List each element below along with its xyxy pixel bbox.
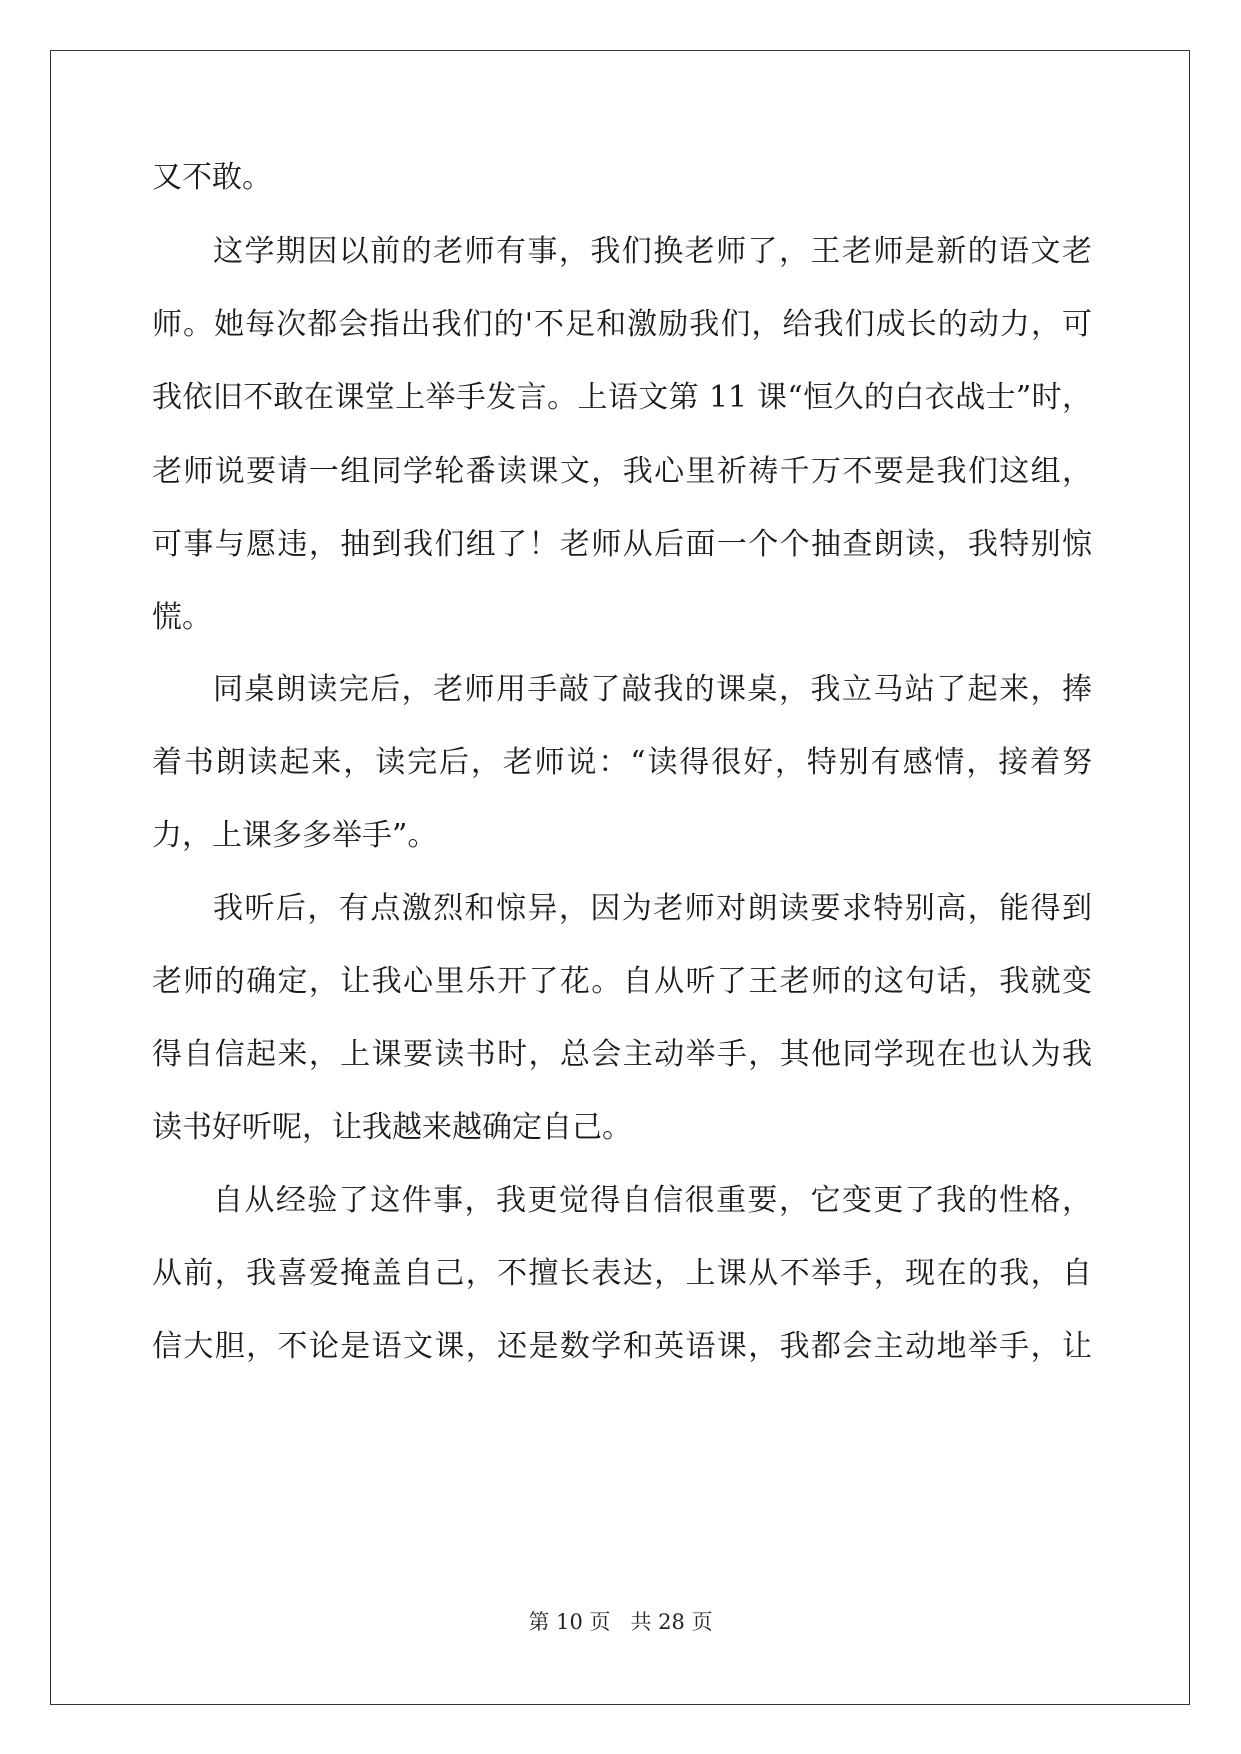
- text-line: 自从经验了这件事，我更觉得自信很重要，它变更了我的性格，: [213, 1183, 1092, 1218]
- text-line: 老师说要请一组同学轮番读课文，我心里祈祷千万不要是我们这组，: [152, 454, 1092, 489]
- text-line: 老师的确定，让我心里乐开了花。自从听了王老师的这句话，我就变: [152, 964, 1092, 999]
- text-line: 读书好听呢，让我越来越确定自己。: [152, 1110, 632, 1145]
- text-line: 师。她每次都会指出我们的'不足和激励我们，给我们成长的动力，可: [152, 307, 1092, 342]
- text-line: 慌。: [152, 600, 212, 635]
- text-line: 同桌朗读完后，老师用手敲了敲我的课桌，我立马站了起来，捧: [213, 672, 1092, 707]
- text-line: 着书朗读起来，读完后，老师说：“读得很好，特别有感情，接着努: [152, 745, 1092, 780]
- page-number-total: 共 28 页: [630, 1610, 713, 1634]
- page-frame: [50, 50, 1190, 1705]
- text-line: 我听后，有点激烈和惊异，因为老师对朗读要求特别高，能得到: [213, 891, 1092, 926]
- page-number-current: 第 10 页: [528, 1610, 611, 1634]
- text-line: 又不敢。: [152, 160, 272, 195]
- page-footer: [0, 1608, 1241, 1636]
- text-line: 这学期因以前的老师有事，我们换老师了，王老师是新的语文老: [213, 234, 1092, 269]
- text-line: 从前，我喜爱掩盖自己，不擅长表达，上课从不举手，现在的我，自: [152, 1256, 1092, 1291]
- text-line: 信大胆，不论是语文课，还是数学和英语课，我都会主动地举手，让: [152, 1329, 1092, 1364]
- text-line: 可事与愿违，抽到我们组了！老师从后面一个个抽查朗读，我特别惊: [152, 527, 1092, 562]
- text-line: 力，上课多多举手”。: [152, 818, 438, 853]
- text-line: 得自信起来，上课要读书时，总会主动举手，其他同学现在也认为我: [152, 1037, 1092, 1072]
- text-line: 我依旧不敢在课堂上举手发言。上语文第 11 课“恒久的白衣战士”时，: [152, 380, 1092, 415]
